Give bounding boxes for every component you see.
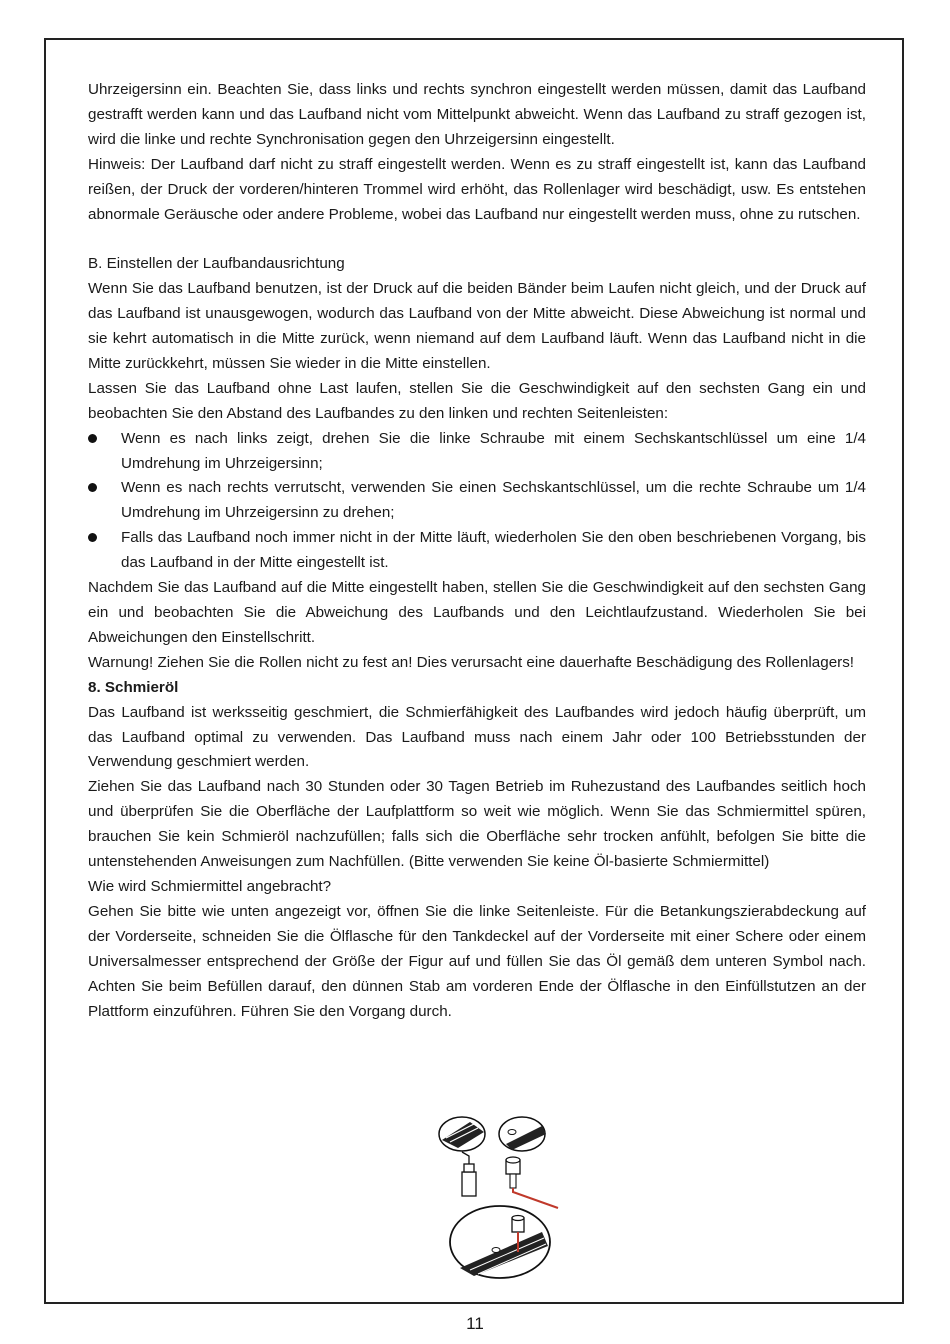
oil-bottle-icon <box>462 1152 476 1196</box>
section-8-paragraph-2: Ziehen Sie das Laufband nach 30 Stunden oder 30 Tagen Betrieb im Ruhezustand des Laufbandes seitlich hoch und überprüfen Sie die Oberfläche der Laufplattform so weit wie möglich. Wenn Sie das Schmiermittel spüren, brauchen Sie kein Schmieröl nachzufüllen; falls sich die Oberfläche sehr trocken anfühlt, befolgen Sie bitte die untenstehenden Anweisungen zum Nachfüllen. (Bitte verwenden Sie keine Öl-basierte Schmiermittel) <box>88 778 866 871</box>
paragraph-intro: Uhrzeigersinn ein. Beachten Sie, dass links und rechts synchron eingestellt werden müssen, damit das Laufband gestrafft werden kann und das Laufband nicht vom Mittelpunkt abweicht. Wenn das Laufband zu straff gezogen ist, wird die linke und rechte Synchronisation gegen den Uhrzeigersinn eingestellt. <box>88 81 866 148</box>
bottle-with-tube-icon <box>506 1157 558 1208</box>
section-8-paragraph-3: Gehen Sie bitte wie unten angezeigt vor, öffnen Sie die linke Seitenleiste. Für die Betankungszierabdeckung auf der Vorderseite, schneiden Sie die Ölflasche für den Tankdeckel auf der Vorderseite mit einer Schere oder einem Universalmesser entsprechend der Größe der Figur auf und füllen Sie das Öl gemäß dem unteren Symbol nach. Achten Sie beim Befüllen darauf, den dünnen Stab am vorderen Ende der Ölflasche in den Einfüllstutzen an der Plattform einzuführen. Führen Sie den Vorgang durch. <box>88 902 866 1020</box>
adjustment-list <box>88 427 866 576</box>
list-item-text: Wenn es nach rechts verrutscht, verwenden Sie einen Sechskantschlüssel, um die rechte Schraube um 1/4 Umdrehung im Uhrzeigersinn zu drehen; <box>121 479 866 522</box>
section-b-paragraph-2: Lassen Sie das Laufband ohne Last laufen, stellen Sie die Geschwindigkeit auf den sechsten Gang ein und beobachten Sie den Abstand des Laufbandes zu den linken und rechten Seitenleisten: <box>88 379 866 422</box>
section-b-title: B. Einstellen der Laufbandausrichtung <box>88 255 345 273</box>
cover-closeup-icon <box>439 1117 485 1151</box>
fill-port-closeup-icon <box>450 1206 550 1278</box>
list-item <box>88 476 866 526</box>
section-8-title: 8. Schmieröl <box>88 678 179 696</box>
spacer <box>88 227 866 252</box>
section-b-paragraph-1: Wenn Sie das Laufband benutzen, ist der Druck auf die beiden Bänder beim Laufen nicht gleich, und der Druck auf das Laufband ist unausgewogen, wodurch das Laufband von der Mitte abweicht. Diese Abweichung ist normal und sie kehrt automatisch in die Mitte zurück, wenn niemand auf dem Laufband läuft. Wenn das Laufband nicht in die Mitte zurückkehrt, müssen Sie wieder in die Mitte einstellen. <box>88 280 866 372</box>
document-body <box>88 78 866 1024</box>
paragraph-hint: Hinweis: Der Laufband darf nicht zu straff eingestellt werden. Wenn es zu straff eingestellt ist, kann das Laufband reißen, der Druck der vorderen/hinteren Trommel wird erhöht, das Rollenlager wird beschädigt, usw. Es entstehen abnormale Geräusche oder andere Probleme, wobei das Laufband nur eingestellt werden muss, ohne zu rutschen. <box>88 155 866 223</box>
bullet-icon <box>88 533 97 542</box>
bullet-icon <box>88 434 97 443</box>
section-b-paragraph-3: Nachdem Sie das Laufband auf die Mitte eingestellt haben, stellen Sie die Geschwindigkeit auf den sechsten Gang ein und beobachten Sie die Abweichung des Laufbands und den Leichtlaufzustand. Wiederholen Sie bei Abweichungen den Einstellschritt. <box>88 579 866 646</box>
list-item <box>88 526 866 576</box>
page-number: 11 <box>466 1314 484 1333</box>
opened-cover-icon <box>499 1117 546 1151</box>
lubricant-question: Wie wird Schmiermittel angebracht? <box>88 877 332 895</box>
lubrication-illustration <box>430 1112 570 1282</box>
list-item <box>88 427 866 477</box>
warning-text: Warnung! Ziehen Sie die Rollen nicht zu fest an! Dies verursacht eine dauerhafte Beschädigung des Rollenlagers! <box>88 653 855 671</box>
list-item-text: Falls das Laufband noch immer nicht in der Mitte läuft, wiederholen Sie den oben beschriebenen Vorgang, bis das Laufband in der Mitte eingestellt ist. <box>121 529 866 572</box>
list-item-text: Wenn es nach links zeigt, drehen Sie die linke Schraube mit einem Sechskantschlüssel um eine 1/4 Umdrehung im Uhrzeigersinn; <box>121 429 866 472</box>
bullet-icon <box>88 483 97 492</box>
section-8-paragraph-1: Das Laufband ist werksseitig geschmiert, die Schmierfähigkeit des Laufbandes wird jedoch häufig überprüft, um das Laufband optimal zu verwenden. Das Laufband muss nach einem Jahr oder 100 Betriebsstunden der Verwendung geschmiert werden. <box>88 703 866 771</box>
